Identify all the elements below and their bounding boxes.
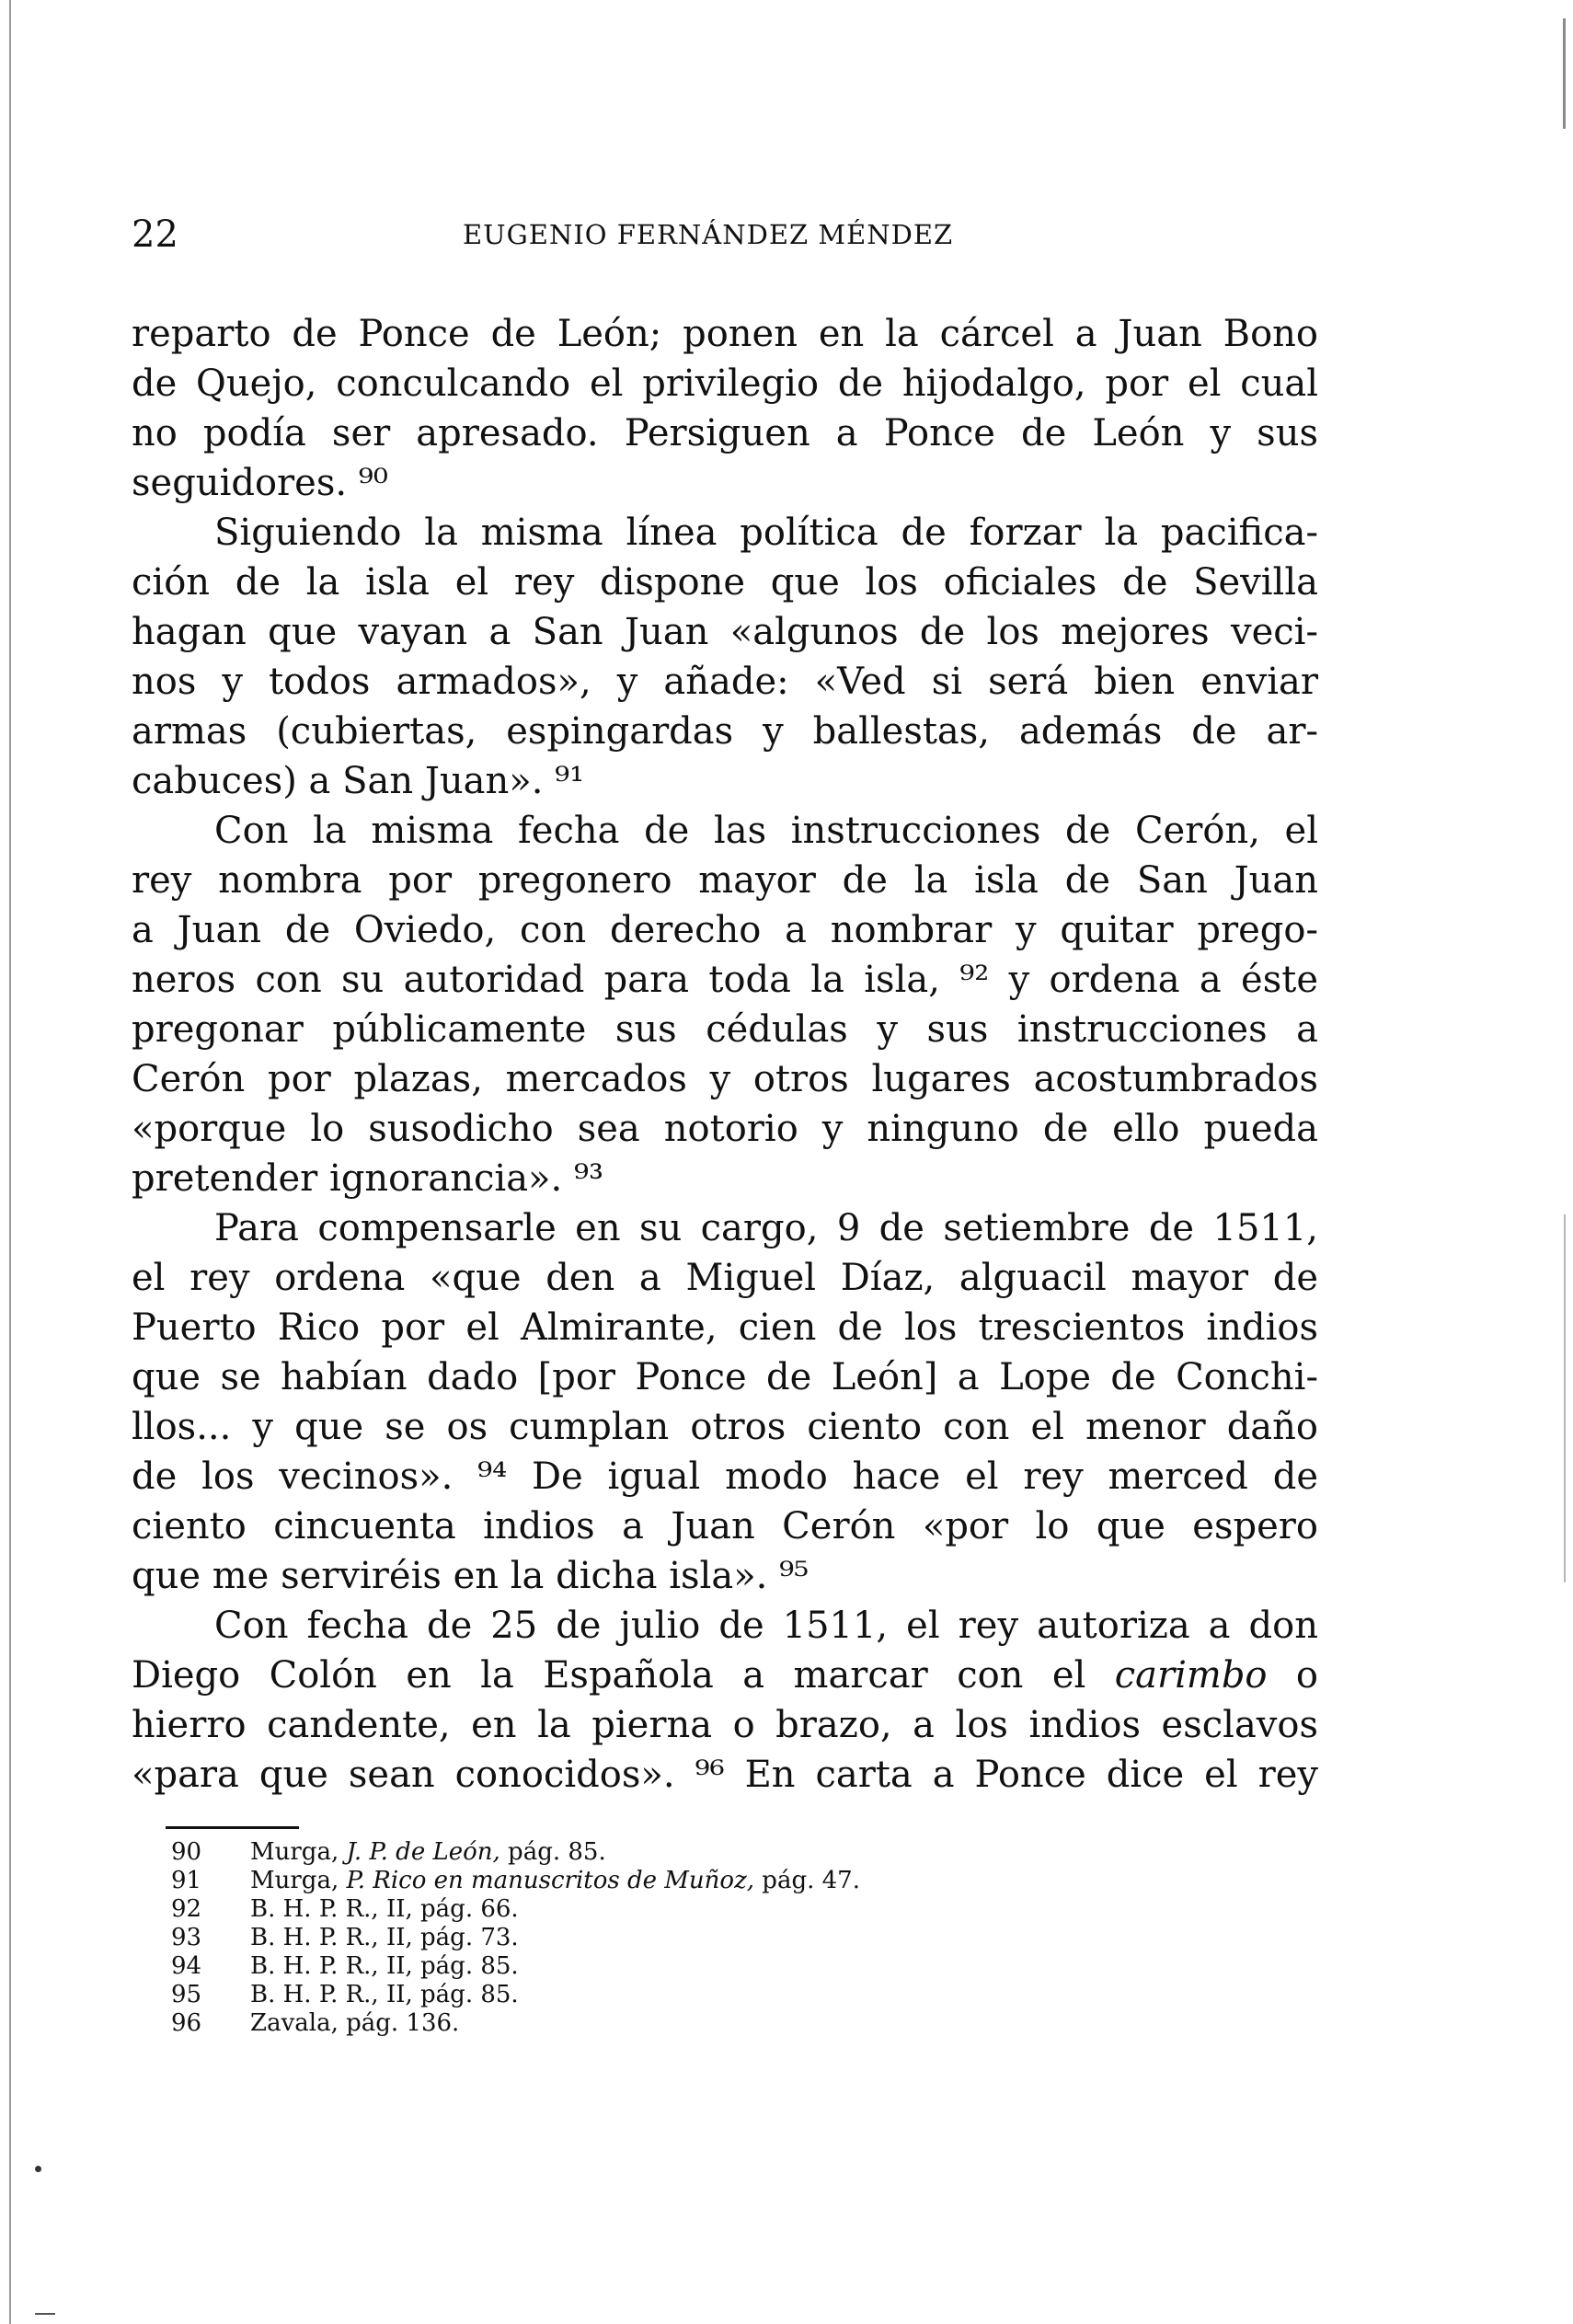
text-line: ción de la isla el rey dispone que los oficiales de Sevilla: [132, 561, 1318, 604]
text-line: pregonar públicamente sus cédulas y sus instrucciones a: [132, 1008, 1318, 1051]
page-number: 22: [132, 213, 178, 256]
footnote-text: Zavala, pág. 136.: [250, 2009, 460, 2037]
footnote-italic: J. P. de León,: [346, 1838, 500, 1866]
footnote-text: [250, 1867, 860, 1895]
footnote-number: 90: [171, 1838, 202, 1866]
text-line: neros con su autoridad para toda la isla, ⁹² y ordena a éste: [132, 959, 1318, 1001]
text-line: de Quejo, conculcando el privilegio de hijodalgo, por el cual: [132, 362, 1318, 405]
scan-mark: [35, 2313, 55, 2315]
footnotes: [171, 1838, 1183, 2038]
scan-speck: [35, 2166, 41, 2172]
text-line: Con fecha de 25 de julio de 1511, el rey autoriza a don: [214, 1605, 1318, 1647]
text-line: que me serviréis en la dicha isla». ⁹⁵: [132, 1555, 809, 1597]
footnote-rule: [166, 1826, 299, 1829]
footnote-number: 94: [171, 1952, 202, 1980]
running-title: EUGENIO FERNÁNDEZ MÉNDEZ: [463, 219, 954, 250]
text-line: Cerón por plazas, mercados y otros lugares acostumbrados: [132, 1058, 1318, 1100]
page-edge-right-lower: [1564, 1214, 1566, 1582]
footnote-italic: P. Rico en manuscritos de Muñoz,: [346, 1867, 755, 1894]
footnote-text-part: Murga,: [250, 1867, 347, 1894]
text-line: no podía ser apresado. Persiguen a Ponce de León y sus: [132, 412, 1318, 454]
page-edge-left: [9, 0, 11, 2324]
text-line: ciento cincuenta indios a Juan Cerón «por lo que espero: [132, 1505, 1318, 1547]
footnote-number: 96: [171, 2009, 202, 2037]
text-line: Con la misma fecha de las instrucciones de Cerón, el: [214, 810, 1318, 852]
text-line: nos y todos armados», y añade: «Ved si será bien enviar: [132, 661, 1318, 703]
footnote: [171, 1867, 1183, 1895]
page-edge-right: [1563, 18, 1566, 129]
text-line: armas (cubiertas, espingardas y ballestas, además de ar-: [132, 710, 1318, 753]
text-line: Puerto Rico por el Almirante, cien de los trescientos indios: [132, 1306, 1318, 1349]
footnote-number: 95: [171, 1981, 202, 2008]
footnote: [171, 1895, 1183, 1924]
footnote-text-part: pág. 85.: [499, 1838, 606, 1866]
footnote: [171, 1952, 1183, 1981]
text-line: «para que sean conocidos». ⁹⁶ En carta a Ponce dice el rey: [132, 1754, 1318, 1796]
body-text: [132, 309, 1318, 1800]
page-header: [132, 213, 1327, 259]
text-line: rey nombra por pregonero mayor de la isla de San Juan: [132, 859, 1318, 902]
text-line: el rey ordena «que den a Miguel Díaz, alguacil mayor de: [132, 1257, 1318, 1299]
italic-term: carimbo: [1114, 1654, 1268, 1697]
text-line: de los vecinos». ⁹⁴ De igual modo hace el rey merced de: [132, 1455, 1318, 1498]
footnote-text: B. H. P. R., II, pág. 66.: [250, 1895, 519, 1923]
text-line: seguidores. ⁹⁰: [132, 462, 388, 504]
text-line: reparto de Ponce de León; ponen en la cárcel a Juan Bono: [132, 313, 1318, 355]
footnote-text-part: pág. 47.: [754, 1867, 860, 1894]
text-line: «porque lo susodicho sea notorio y ninguno de ello pueda: [132, 1108, 1318, 1150]
text-line: cabuces) a San Juan». ⁹¹: [132, 760, 585, 802]
text-line: hagan que vayan a San Juan «algunos de los mejores veci-: [132, 611, 1318, 653]
footnote: [171, 2009, 1183, 2038]
footnote-number: 93: [171, 1924, 202, 1951]
footnote-text: [250, 1838, 606, 1867]
text-line: llos... y que se os cumplan otros ciento con el menor daño: [132, 1406, 1318, 1448]
text-line: pretender ignorancia». ⁹³: [132, 1157, 604, 1200]
footnote: [171, 1981, 1183, 2009]
text-line-mixed: [132, 1651, 1318, 1700]
footnote-number: 92: [171, 1895, 202, 1923]
text-line: Siguiendo la misma línea política de forzar la pacifica-: [214, 512, 1318, 554]
text-line: hierro candente, en la pierna o brazo, a los indios esclavos: [132, 1704, 1318, 1746]
text-line: Para compensarle en su cargo, 9 de setiembre de 1511,: [214, 1207, 1318, 1249]
footnote: [171, 1838, 1183, 1867]
footnote-text-part: Murga,: [250, 1838, 347, 1866]
footnote-text: B. H. P. R., II, pág. 85.: [250, 1981, 519, 2008]
text-fragment: Diego Colón en la Española a marcar con el: [132, 1654, 1086, 1697]
text-line: que se habían dado [por Ponce de León] a Lope de Conchi-: [132, 1356, 1318, 1398]
footnote-text: B. H. P. R., II, pág. 85.: [250, 1952, 519, 1980]
footnote-text: B. H. P. R., II, pág. 73.: [250, 1924, 519, 1951]
text-line: a Juan de Oviedo, con derecho a nombrar y quitar prego-: [132, 909, 1318, 951]
footnote-number: 91: [171, 1867, 202, 1894]
text-fragment: o: [1295, 1654, 1318, 1697]
footnote: [171, 1924, 1183, 1952]
